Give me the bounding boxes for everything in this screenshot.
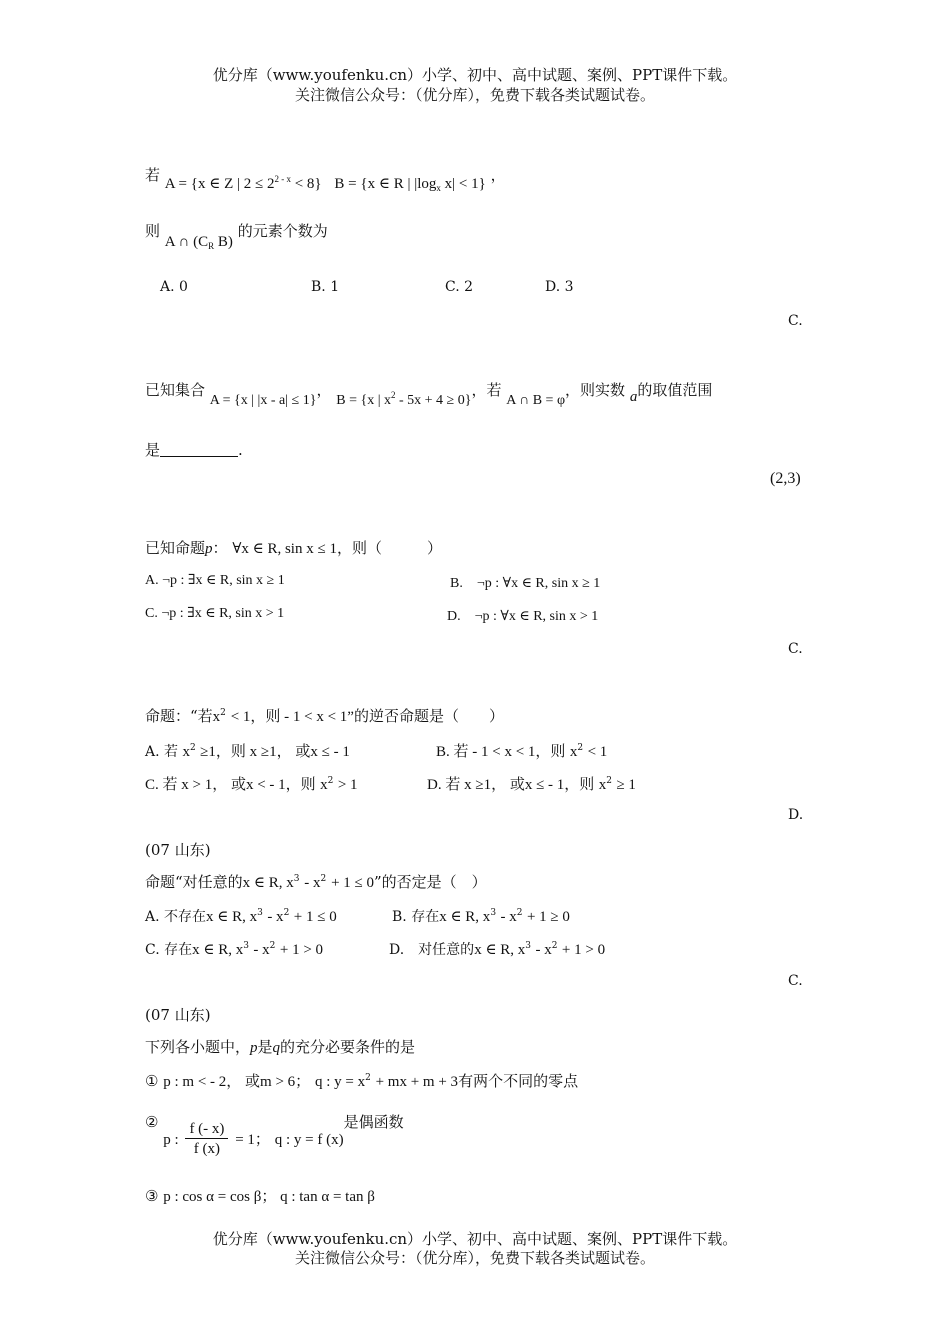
q6-source: (07 山东) bbox=[145, 1006, 211, 1024]
q1-answer: C. bbox=[788, 313, 803, 329]
q5-stem: 命题“对任意的x ∈ R, $x^3 - x^2 + 1 \le 0$”的否定是（ ） bbox=[145, 873, 487, 891]
q3-option-b: B. ¬p : ∀x ∈ R, sin x ≥ 1 bbox=[450, 576, 601, 591]
header-line-2: 关注微信公众号：（优分库），免费下载各类试题试卷。 bbox=[294, 86, 655, 104]
q2-set-a: A = {x | |x - a| ≤ 1} bbox=[209, 393, 317, 408]
q3-answer: C. bbox=[788, 641, 803, 657]
q4-option-b: B. 若 - 1 < x < 1，则 $x^2 < 1$ bbox=[436, 743, 608, 760]
q1-set-b: B = {x ∈ R | $|\log_x$ x| < 1} bbox=[334, 176, 486, 193]
q5-option-c: C. 存在x ∈ R, $x^3 - x^2 + 1 > 0$ bbox=[145, 941, 324, 958]
q5-option-b: B. 存在x ∈ R, $x^3 - x^2 + 1 \ge 0$ bbox=[392, 908, 570, 925]
q1-option-b: B. 1 bbox=[311, 279, 340, 295]
q6-item-1: ① p : m < - 2， 或m > 6； q : $y = x^2$ + mx + m + 3有两个不同的零点 bbox=[145, 1072, 579, 1090]
q1-option-d: D. 3 bbox=[545, 279, 574, 295]
q1-prefix: 若 bbox=[145, 166, 161, 184]
q3-statement: ∀x ∈ R, sin x ≤ 1 bbox=[232, 541, 337, 557]
q6-item-3: ③ p : cos α = cos β； q : tan α = tan β bbox=[145, 1187, 375, 1205]
q1-set-a: A = {x ∈ Z | $2 \le 2^{2 - x} < 8$} bbox=[164, 174, 322, 192]
q5-source: (07 山东) bbox=[145, 841, 211, 859]
q2-answer-blank bbox=[160, 442, 238, 457]
header-line-1: 优分库（www.youfenku.cn）小学、初中、高中试题、案例、PPT课件下载。 bbox=[212, 66, 738, 84]
q3-stem: 已知命题p： ∀x ∈ R, sin x ≤ 1，则（ ） bbox=[145, 539, 442, 557]
q1-line-1: 若 A = {x ∈ Z | $2 \le 2^{2 - x} < 8$} B = {x ∈ R | $|\log_x$ x| < 1} ， bbox=[145, 166, 506, 193]
q6-intro: 下列各小题中，p是q的充分必要条件的是 bbox=[145, 1038, 416, 1056]
q2-answer: (2,3) bbox=[770, 470, 801, 487]
q1-line-2: 则 A ∩ ($C_R$ B) 的元素个数为 bbox=[145, 222, 328, 251]
q5-option-d: D. 对任意的x ∈ R, $x^3 - x^2 + 1 > 0$ bbox=[389, 941, 606, 958]
q6-fraction: $\frac{f (- x)}{f (x)}$ bbox=[185, 1120, 228, 1159]
q2-variable: a bbox=[629, 389, 638, 405]
q3-option-d: D. ¬p : ∀x ∈ R, sin x > 1 bbox=[447, 609, 599, 624]
q1-expression: A ∩ ($C_R$ B) bbox=[164, 234, 233, 251]
q2-condition: A ∩ B = φ bbox=[506, 393, 566, 408]
q4-answer: D. bbox=[788, 807, 804, 823]
q3-option-a: A. ¬p : ∃x ∈ R, sin x ≥ 1 bbox=[145, 573, 285, 588]
q5-option-a: A. 不存在x ∈ R, $x^3 - x^2 + 1 \le 0$ bbox=[145, 908, 337, 925]
q2-set-b: B = {x | $x^2 - 5x + 4 \ge 0$} bbox=[336, 390, 472, 408]
q2-line-1: 已知集合 A = {x | |x - a| ≤ 1}， B = {x | $x^2 - 5x + 4 \ge 0$}，若 A ∩ B = φ，则实数 a的取值范围 bbox=[145, 381, 713, 408]
q2-line-2: 是 . bbox=[145, 441, 243, 459]
q4-option-a: A. 若 $x^2 \ge 1$，则 x ≥1， 或x ≤ - 1 bbox=[145, 743, 350, 760]
q3-option-c: C. ¬p : ∃x ∈ R, sin x > 1 bbox=[145, 606, 285, 621]
q5-answer: C. bbox=[788, 973, 803, 989]
footer-line-1: 优分库（www.youfenku.cn）小学、初中、高中试题、案例、PPT课件下载。 bbox=[212, 1230, 738, 1248]
q4-option-d: D. 若 x ≥1， 或x ≤ - 1，则 $x^2 \ge 1$ bbox=[427, 776, 636, 793]
footer-line-2: 关注微信公众号：（优分库），免费下载各类试题试卷。 bbox=[294, 1249, 655, 1267]
q4-option-c: C. 若 x > 1， 或x < - 1，则 $x^2 > 1$ bbox=[145, 776, 358, 793]
q1-option-a: A. 0 bbox=[160, 279, 188, 295]
q6-item-2: ② p : $\frac{f (- x)}{f (x)}$ = 1； q : y = f (x)是偶函数 bbox=[145, 1113, 404, 1157]
q1-option-c: C. 2 bbox=[445, 279, 474, 295]
q4-stem: 命题：“若$x^2 < 1$，则 - 1 < x < 1”的逆否命题是（ ） bbox=[145, 707, 504, 725]
